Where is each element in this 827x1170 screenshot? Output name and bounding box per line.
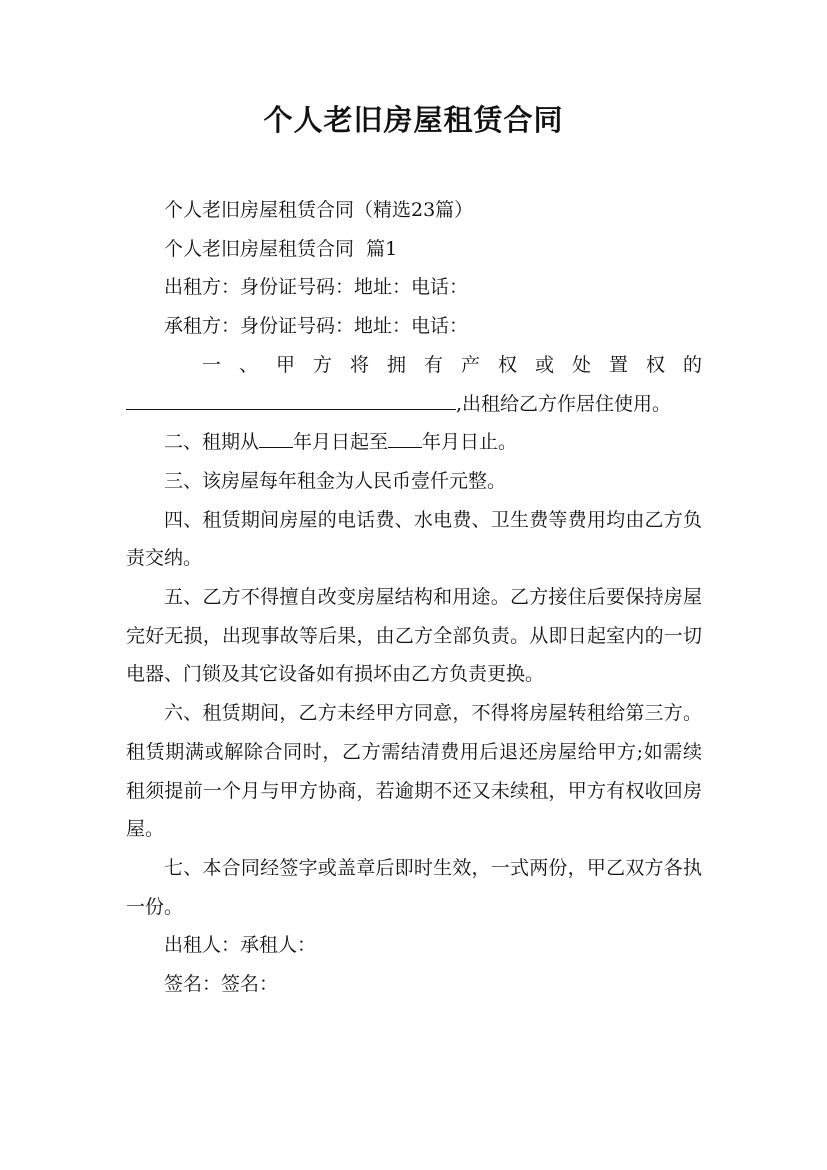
clause-1-part-2: ,出租给乙方作居住使用。 [456, 392, 672, 415]
start-year-blank [259, 423, 293, 448]
signatures-line: 签名：签名： [164, 973, 279, 996]
clause-2-b: 年月日起至 [293, 431, 389, 454]
lessor-info: 出租方：身份证号码：地址：电话： [164, 276, 469, 299]
clause-4: 四、租赁期间房屋的电话费、水电费、卫生费等费用均由乙方负责交纳。 [126, 508, 702, 570]
clause-7: 七、本合同经签字或盖章后即时生效，一式两份，甲乙双方各执一份。 [126, 856, 702, 918]
parties-line: 出租人：承租人： [164, 934, 317, 957]
property-blank [126, 385, 456, 410]
clause-1-line-2 [126, 385, 702, 424]
clause-1-line-1 [126, 346, 702, 385]
lessee-info: 承租方：身份证号码：地址：电话： [164, 315, 469, 338]
clause-3: 三、该房屋每年租金为人民币壹仟元整。 [164, 469, 507, 492]
document-body [126, 191, 702, 1004]
section-heading: 个人老旧房屋租赁合同 篇1 [164, 237, 398, 260]
clause-5: 五、乙方不得擅自改变房屋结构和用途。乙方接住后要保持房屋完好无损，出现事故等后果，由乙方全部负责。从即日起室内的一切电器、门锁及其它设备如有损坏由乙方负责更换。 [126, 586, 702, 686]
clause-1-part-1: 一、甲方将拥有产权或处置权的 [202, 353, 702, 376]
subtitle: 个人老旧房屋租赁合同（精选23篇） [164, 199, 474, 221]
clause-6: 六、租赁期间，乙方未经甲方同意，不得将房屋转租给第三方。租赁期满或解除合同时，乙方需结清费用后退还房屋给甲方;如需续租须提前一个月与甲方协商，若逾期不还又未续租，甲方有权收回房屋。 [126, 702, 702, 841]
clause-2-a: 二、租期从 [164, 431, 260, 454]
end-year-blank [388, 423, 422, 448]
clause-2-c: 年月日止。 [422, 431, 518, 454]
document-title: 个人老旧房屋租赁合同 [263, 103, 564, 137]
clause-2 [126, 423, 702, 462]
